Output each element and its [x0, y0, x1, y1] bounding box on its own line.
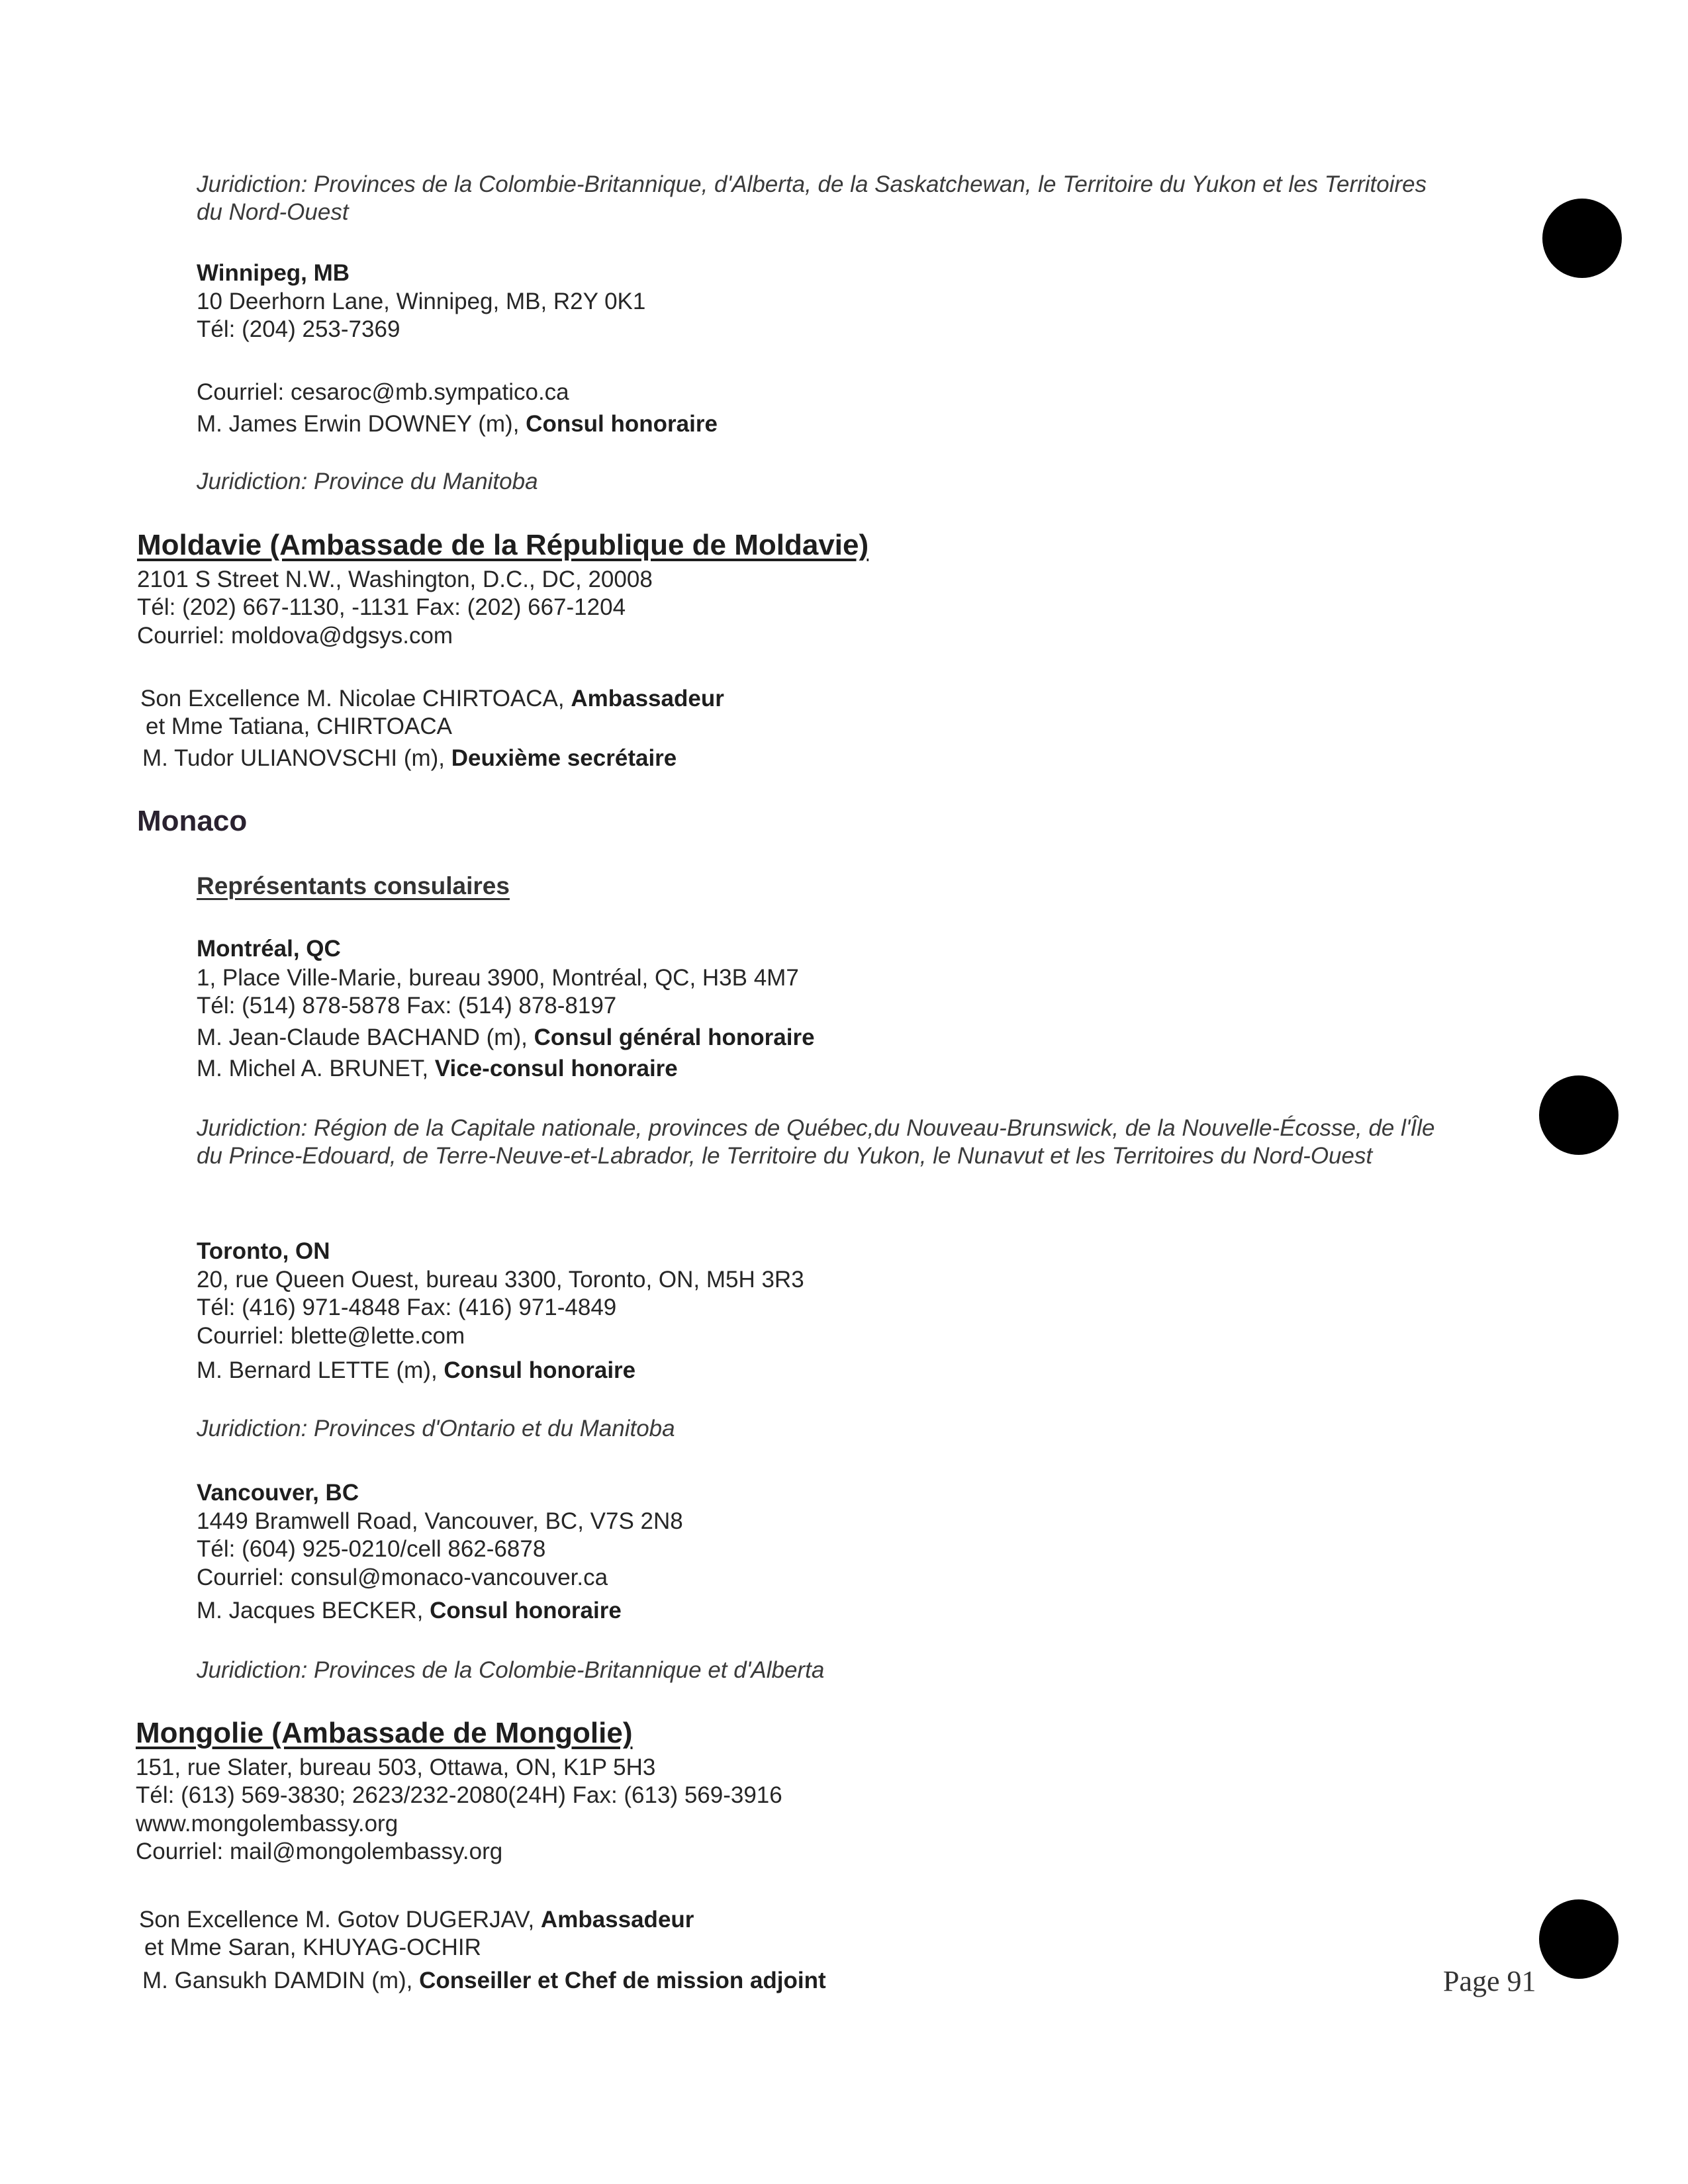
punch-hole — [1539, 1899, 1618, 1979]
jurisdiction-text: Juridiction: Provinces de la Colombie-Britannique et d'Alberta — [197, 1657, 825, 1683]
website: www.mongolembassy.org — [136, 1811, 399, 1837]
jurisdiction-text: du Prince-Edouard, de Terre-Neuve-et-Labrador, le Territoire du Yukon, le Nunavut et les Territoires du Nord-Ouest — [197, 1143, 1373, 1169]
person-entry — [197, 1357, 635, 1385]
person-title: Deuxième secrétaire — [451, 745, 677, 771]
jurisdiction-text: Juridiction: Région de la Capitale nationale, provinces de Québec,du Nouveau-Brunswick, de la Nouvelle-Écosse, de l'Île — [197, 1115, 1435, 1141]
email: Courriel: cesaroc@mb.sympatico.ca — [197, 379, 569, 405]
phone: Tél: (202) 667-1130, -1131 Fax: (202) 667-1204 — [137, 594, 626, 620]
address: 2101 S Street N.W., Washington, D.C., DC, 20008 — [137, 567, 653, 592]
person-name: Son Excellence M. Nicolae CHIRTOACA, — [140, 686, 571, 711]
phone: Tél: (416) 971-4848 Fax: (416) 971-4849 — [197, 1295, 617, 1320]
person-name: M. Michel A. BRUNET, — [197, 1056, 435, 1081]
jurisdiction-text: Juridiction: Provinces de la Colombie-Britannique, d'Alberta, de la Saskatchewan, le Territoire du Yukon et les Territoires — [197, 171, 1427, 197]
phone: Tél: (613) 569-3830; 2623/232-2080(24H) Fax: (613) 569-3916 — [136, 1782, 782, 1808]
phone: Tél: (514) 878-5878 Fax: (514) 878-8197 — [197, 993, 617, 1019]
person-title: Consul général honoraire — [534, 1024, 815, 1050]
phone: Tél: (204) 253-7369 — [197, 316, 400, 342]
address: 10 Deerhorn Lane, Winnipeg, MB, R2Y 0K1 — [197, 289, 646, 314]
country-heading: Mongolie (Ambassade de Mongolie) — [136, 1717, 633, 1749]
person-title: Consul honoraire — [444, 1357, 636, 1383]
person-entry — [140, 685, 724, 713]
person-entry — [197, 1024, 815, 1052]
email: Courriel: moldova@dgsys.com — [137, 623, 453, 649]
person-name: M. James Erwin DOWNEY (m), — [197, 411, 526, 437]
country-heading: Monaco — [137, 805, 248, 837]
address: 151, rue Slater, bureau 503, Ottawa, ON, K1P 5H3 — [136, 1754, 656, 1780]
person-name: Son Excellence M. Gotov DUGERJAV, — [139, 1907, 541, 1933]
person-name: M. Bernard LETTE (m), — [197, 1357, 444, 1383]
address: 1449 Bramwell Road, Vancouver, BC, V7S 2N8 — [197, 1508, 683, 1534]
person-entry — [142, 1967, 826, 1995]
city-heading: Montréal, QC — [197, 936, 341, 962]
person-title: Consul honoraire — [526, 411, 718, 437]
person-entry — [197, 410, 718, 438]
person-entry — [142, 745, 677, 772]
person-title: Ambassadeur — [540, 1907, 694, 1933]
email: Courriel: blette@lette.com — [197, 1323, 465, 1349]
address: 1, Place Ville-Marie, bureau 3900, Montréal, QC, H3B 4M7 — [197, 965, 799, 991]
email: Courriel: mail@mongolembassy.org — [136, 1839, 503, 1864]
address: 20, rue Queen Ouest, bureau 3300, Toronto, ON, M5H 3R3 — [197, 1267, 804, 1293]
person-entry — [197, 1597, 622, 1625]
person-title: Conseiller et Chef de mission adjoint — [419, 1968, 826, 1993]
section-subheading: Représentants consulaires — [197, 872, 510, 899]
person-entry — [197, 1055, 678, 1083]
city-heading: Winnipeg, MB — [197, 260, 350, 286]
person-name: M. Tudor ULIANOVSCHI (m), — [142, 745, 451, 771]
country-heading: Moldavie (Ambassade de la République de Moldavie) — [137, 529, 869, 561]
jurisdiction-text: du Nord-Ouest — [197, 199, 349, 225]
person-name: M. Gansukh DAMDIN (m), — [142, 1968, 420, 1993]
person-name: M. Jean-Claude BACHAND (m), — [197, 1024, 534, 1050]
punch-hole — [1542, 199, 1622, 278]
phone: Tél: (604) 925-0210/cell 862-6878 — [197, 1536, 546, 1562]
email: Courriel: consul@monaco-vancouver.ca — [197, 1565, 608, 1590]
jurisdiction-text: Juridiction: Province du Manitoba — [197, 469, 538, 494]
city-heading: Toronto, ON — [197, 1238, 330, 1264]
punch-hole — [1539, 1075, 1618, 1155]
person-name: M. Jacques BECKER, — [197, 1598, 430, 1623]
city-heading: Vancouver, BC — [197, 1480, 359, 1506]
spouse: et Mme Saran, KHUYAG-OCHIR — [144, 1934, 481, 1960]
page-number: Page 91 — [1443, 1965, 1536, 1997]
person-entry — [139, 1906, 694, 1934]
spouse: et Mme Tatiana, CHIRTOACA — [146, 713, 452, 739]
jurisdiction-text: Juridiction: Provinces d'Ontario et du Manitoba — [197, 1416, 675, 1441]
person-title: Consul honoraire — [430, 1598, 622, 1623]
person-title: Ambassadeur — [571, 686, 724, 711]
person-title: Vice-consul honoraire — [434, 1056, 678, 1081]
